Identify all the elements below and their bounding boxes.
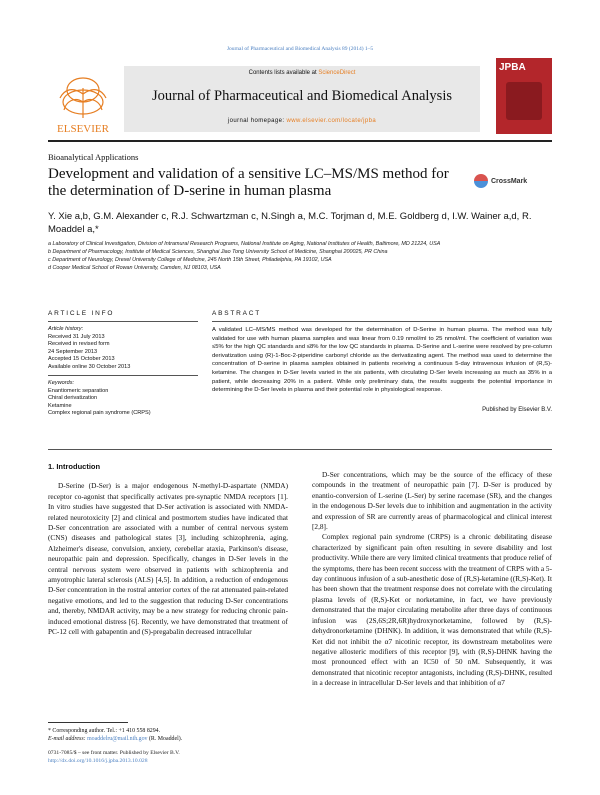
history-item: Received in revised form — [48, 341, 110, 347]
body-rule — [48, 449, 552, 450]
elsevier-wordmark: ELSEVIER — [57, 123, 109, 135]
history-item: 24 September 2013 — [48, 348, 98, 355]
history-item: Available online 30 October 2013 — [48, 363, 131, 370]
keyword: Chiral derivatization — [48, 395, 98, 401]
keyword: Enantiomeric separation — [48, 387, 109, 394]
sciencedirect-link[interactable]: ScienceDirect — [318, 70, 356, 76]
journal-banner — [124, 66, 480, 132]
keyword: Complex regional pain syndrome (CRPS) — [48, 410, 151, 416]
body-column-right — [312, 470, 552, 689]
issn-line: 0731-7085/$ – see front matter. Published by Elsevier B.V. — [48, 750, 180, 756]
history-item: Accepted 15 October 2013 — [48, 356, 115, 362]
paragraph: D-Ser concentrations, which may be the source of the efficacy of these compounds in the treatment of neuropathic pain [7]. D-Ser is produced by enantio-conversion of L-serine (L-Ser) by serine racemase (SR), and the changes in the endogenous D-Ser levels due to inhibition and augmentation in the activity and expression of SR are currently areas of pharmacological and clinical interest [2,8]. — [312, 470, 552, 532]
article-history — [48, 326, 198, 371]
crossmark-icon — [474, 174, 488, 188]
affiliation: c Department of Neurology, Drexel University College of Medicine, 245 North 15th Street, Philadelphia, PA 19102, USA — [48, 257, 332, 263]
corresponding-author: * Corresponding author. Tel.: +1 410 558 8294. — [48, 728, 161, 734]
affiliations — [48, 240, 552, 272]
article-title: Development and validation of a sensitive LC–MS/MS method for the determination of D-serine in human plasma — [48, 166, 449, 199]
section-label: Bioanalytical Applications — [48, 152, 139, 162]
homepage-prefix: journal homepage: — [227, 118, 285, 124]
journal-header — [48, 62, 552, 138]
author-list: Y. Xie a,b, G.M. Alexander c, R.J. Schwartzman c, N.Singh a, M.C. Torjman d, M.E. Goldberg d, I.W. Wainer a,d, R. Moaddel a,* — [48, 211, 532, 235]
cover-image — [506, 82, 542, 120]
keyword: Ketamine — [48, 402, 72, 409]
elsevier-logo — [48, 68, 118, 136]
running-head[interactable]: Journal of Pharmaceutical and Biomedical Analysis 89 (2014) 1–5 — [226, 46, 374, 52]
divider — [212, 321, 552, 322]
article-info-heading: ARTICLE INFO — [48, 310, 115, 317]
article-info — [48, 310, 198, 418]
paragraph: Complex regional pain syndrome (CRPS) is a chronic debilitating disease characterized by significant pain often resulting in severe disability and lost productivity. While there are very limited clinical treatments that produce relief of the symptoms, there has been recent success with the treatment of CRPS with a 5-day continuous infusion of a sub-anesthetic dose of (R,S)-ketamine ((R,S)-Ket). It has been shown that the treatment response does not correlate with the circulating plasma levels of (R,S)-Ket or norketamine, in fact, we have previously demonstrated that the major circulating metabolite after three days of continuous infusion was (2S,6S;2R,6R)hydroxynorketamine, followed by (R,S)-dehydronorketamine (DHNK). In addition, it was demonstrated that while (R,S)-Ket did not inhibit the α7 nicotinic receptor, its downstream metabolites were negative allosteric modifiers of this receptor [9], with (R,S)-DHNK having the most pronounced effect with an IC50 of 50 nM. Subsequently, it was demonstrated that nicotinic receptor antagonists, including (R,S)-DHNK, resulted in a decrease in intracellular D-Ser levels and that inhibition of α7 — [312, 532, 552, 688]
email-link[interactable]: moaddelru@mail.nih.gov — [87, 736, 148, 742]
paragraph: D-Serine (D-Ser) is a major endogenous N-methyl-D-aspartate (NMDA) receptor co-agonist that specifically activates pre-synaptic NMDA receptors [1]. In vitro studies have suggested that D-Ser activation is associated with NMDA-related neurotoxicity [2] and clinical and postmortem studies have indicated that D-Ser concentration are associated with a number of central nervous system (CNS) diseases and pathological states [3], including schizophrenia, aging, Alzheimer's disease, convulsion, anxiety, cerebellar ataxia, Parkinson's disease, neuropathic pain and depression. Specifically, changes in D-Ser levels in the central nervous system were observed in patients with schizophrenia and amyotrophic lateral sclerosis (ALS) [4,5]. In addition, a reduction of endogenous D-Ser concentration in the rostral anterior cortex of the rat attenuated pain-related negative emotions, and led to the suggestion that reducing D-Ser concentrations and, thereby, NMDAR activity, may be a new strategy for reducing chronic pain-induced emotional distress [6]. Recently, we have demonstrated that treatment of PC-12 cell with gabapentin and (S)-pregabalin decreased intracellular — [48, 481, 288, 637]
homepage-line — [124, 118, 480, 124]
keywords — [48, 380, 198, 418]
body-column-left — [48, 462, 288, 638]
contents-prefix: Contents lists available at — [248, 70, 317, 76]
abstract-text: A validated LC–MS/MS method was developed for the determination of D-Serine in human plasma. The method was fully validated for use with human plasma samples and was linear from 0.19 nmol/ml to 25 nmol/ml. The coefficient of variation was ≤5% for the high QC standards and ≤8% for the low QC standards in plasma. D-Serine and L-serine were resolved by pre-column derivatization using (R)-1-Boc-2-piperidine carbonyl chloride as the derivatizating agent. The method was used to determine the concentration of D-serine in plasma samples obtained in patients receiving a continuous 5-day intravenous infusion of (R,S)-ketamine. The changes in D-Ser levels varied in the six patients, with circulating D-Ser levels increasing as much as 35% in a patient, while decreasing 20% in a patient. While only preliminary data, the results suggests the potential importance in determining the D-Ser levels in plasma and their potential role in physiological response. — [212, 327, 552, 394]
section-heading: 1. Introduction — [48, 462, 101, 471]
divider — [48, 321, 198, 322]
email-label: E-mail address: — [48, 736, 86, 742]
keywords-label: Keywords: — [48, 380, 75, 386]
contents-line — [124, 70, 480, 76]
affiliation: d Cooper Medical School of Rowan University, Camden, NJ 08103, USA — [48, 265, 221, 271]
abstract-heading: ABSTRACT — [212, 310, 262, 317]
doi-link[interactable]: http://dx.doi.org/10.1016/j.jpba.2013.10.028 — [48, 757, 148, 764]
email-suffix: (R. Moaddel). — [148, 736, 183, 742]
divider — [48, 375, 198, 376]
history-label: Article history: — [48, 326, 84, 332]
publisher-note: Published by Elsevier B.V. — [482, 406, 552, 413]
journal-title: Journal of Pharmaceutical and Biomedical Analysis — [152, 88, 452, 104]
footnote-rule — [48, 722, 128, 723]
journal-cover — [496, 58, 552, 134]
footnotes — [48, 722, 288, 743]
affiliation: a Laboratory of Clinical Investigation, Division of Intramural Research Programs, National Institute on Aging, National Institutes of Health, Baltimore, MD 21224, USA — [48, 241, 441, 247]
bottom-info — [48, 750, 348, 765]
affiliation: b Department of Pharmacology, Institute of Medical Sciences, Shanghai Jiao Tong University School of Medicine, Shanghai 200025, PR China — [48, 249, 388, 255]
homepage-link[interactable]: www.elsevier.com/locate/jpba — [286, 118, 377, 124]
history-item: Received 31 July 2013 — [48, 333, 105, 340]
crossmark-badge[interactable] — [474, 172, 554, 190]
header-rule — [48, 140, 552, 142]
email-line — [48, 735, 288, 743]
abstract-section — [212, 310, 552, 413]
cover-label: JPBA — [499, 62, 526, 73]
crossmark-label: CrossMark — [491, 177, 528, 185]
